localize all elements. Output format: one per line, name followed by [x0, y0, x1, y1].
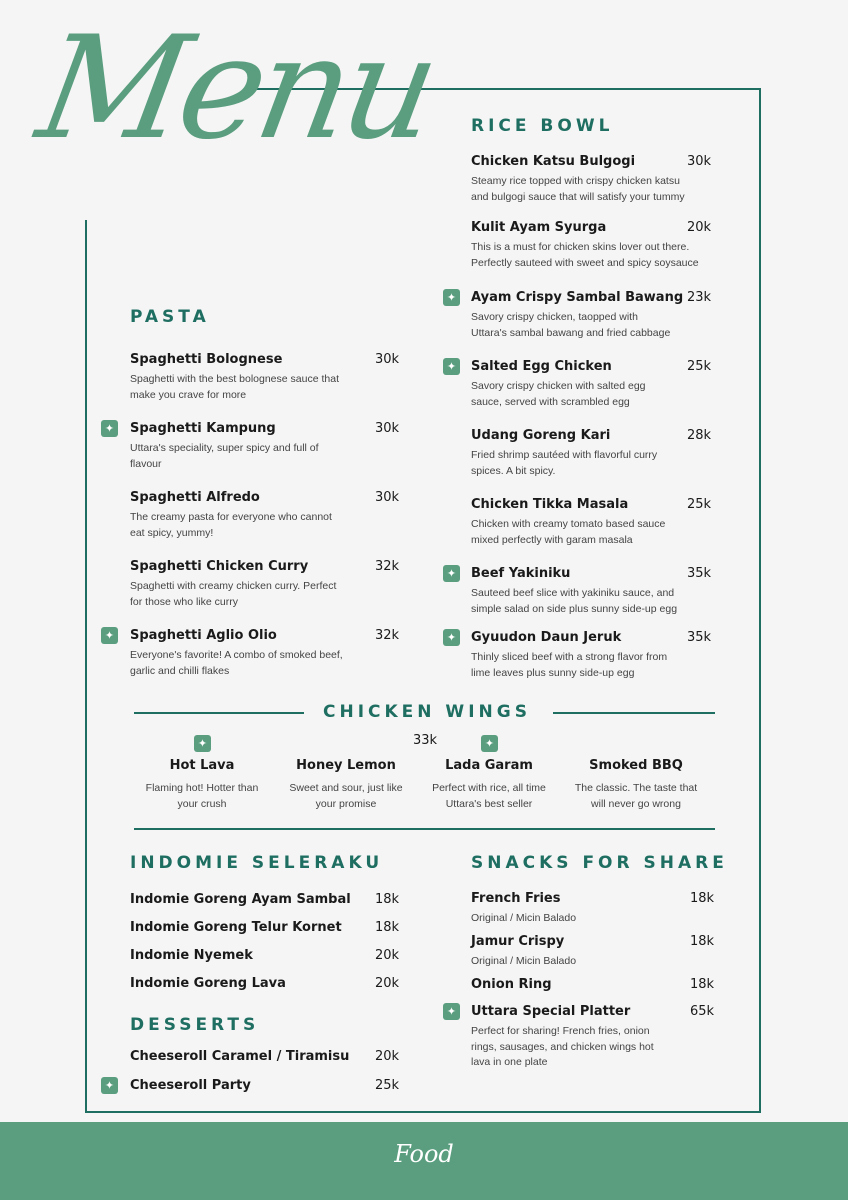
rice-bowl-item-name: Udang Goreng Kari [471, 428, 611, 443]
chicken-wings-item-desc: your crush [177, 797, 227, 810]
rice-bowl-item-name: Kulit Ayam Syurga [471, 220, 607, 235]
rice-bowl-item-desc: lime leaves plus sunny side-up egg [471, 666, 635, 679]
rice-bowl-item-desc: sauce, served with scrambled egg [471, 395, 630, 408]
snack-item-name: French Fries [471, 891, 561, 906]
chicken-wings-item-desc: Flaming hot! Hotter than [145, 782, 259, 794]
dessert-item [130, 1049, 370, 1065]
pasta-item-desc: Uttara's speciality, super spicy and full of [130, 442, 319, 454]
pasta-item-price: 32k [375, 559, 400, 574]
snack-item-name: Onion Ring [471, 977, 552, 992]
snack-item [471, 891, 686, 927]
pasta-item-desc: The creamy pasta for everyone who cannot [130, 511, 332, 523]
rice-bowl-item-desc: This is a must for chicken skins lover out there. [471, 241, 690, 253]
footer-bar [0, 1122, 848, 1200]
featured-star-icon: ✦ [194, 735, 211, 752]
pasta-item-price: 30k [375, 352, 400, 367]
chicken-wings-item-name: Smoked BBQ [589, 758, 683, 773]
pasta-item-name: Spaghetti Chicken Curry [130, 559, 309, 574]
pasta-item [130, 628, 370, 679]
pasta-item-name: Spaghetti Alfredo [130, 490, 260, 505]
menu-title: Menu [27, 6, 445, 171]
rice-bowl-item [471, 359, 711, 410]
chicken-wings-price: 33k [413, 733, 438, 748]
desserts-heading: DESSERTS [130, 1015, 260, 1035]
pasta-item-price: 30k [375, 490, 400, 505]
rice-bowl-item-desc: Perfectly sauteed with sweet and spicy soysauce [471, 256, 699, 269]
featured-star-icon: ✦ [481, 735, 498, 752]
rice-bowl-item-desc: Steamy rice topped with crispy chicken katsu [471, 175, 680, 187]
rice-bowl-item-name: Ayam Crispy Sambal Bawang [471, 290, 684, 305]
pasta-item-desc: for those who like curry [130, 595, 238, 608]
rice-bowl-item-name: Gyuudon Daun Jeruk [471, 630, 622, 645]
rice-bowl-item-desc: simple salad on side plus sunny side-up egg [471, 602, 678, 615]
pasta-item-desc: Spaghetti with creamy chicken curry. Perfect [130, 580, 337, 592]
pasta-item-desc: make you crave for more [130, 388, 247, 401]
pasta-item [130, 490, 370, 541]
snack-item-desc: Perfect for sharing! French fries, onion [471, 1025, 650, 1037]
dessert-item [130, 1078, 370, 1094]
pasta-item-desc: garlic and chilli flakes [130, 664, 230, 677]
snacks-heading: SNACKS FOR SHARE [471, 853, 728, 873]
indomie-item-name: Indomie Goreng Telur Kornet [130, 920, 342, 935]
dessert-item-name: Cheeseroll Party [130, 1078, 251, 1093]
dessert-item-price: 25k [375, 1078, 400, 1093]
rice-bowl-item [471, 290, 711, 341]
snack-item-price: 65k [690, 1004, 715, 1019]
rice-bowl-item-price: 35k [687, 630, 712, 645]
indomie-item [130, 948, 370, 964]
rice-bowl-item-desc: Savory crispy chicken with salted egg [471, 380, 646, 392]
rice-bowl-item [471, 154, 711, 205]
featured-star-icon: ✦ [443, 358, 460, 375]
featured-star-icon: ✦ [101, 627, 118, 644]
indomie-item-price: 18k [375, 920, 400, 935]
indomie-item-price: 20k [375, 948, 400, 963]
chicken-wings-item-desc: Perfect with rice, all time [432, 782, 546, 794]
rice-bowl-item-desc: mixed perfectly with garam masala [471, 533, 633, 546]
pasta-item-desc: flavour [130, 457, 162, 470]
indomie-item [130, 920, 370, 936]
pasta-item [130, 559, 370, 610]
rice-bowl-item-desc: Thinly sliced beef with a strong flavor from [471, 651, 668, 663]
pasta-item-name: Spaghetti Aglio Olio [130, 628, 277, 643]
pasta-item-price: 30k [375, 421, 400, 436]
chicken-wings-item-desc: Sweet and sour, just like [289, 782, 403, 794]
pasta-item-name: Spaghetti Kampung [130, 421, 276, 436]
rice-bowl-item-price: 30k [687, 154, 712, 169]
rice-bowl-item-price: 23k [687, 290, 712, 305]
chicken-wings-item-desc: Uttara's best seller [445, 797, 533, 810]
rice-bowl-item-name: Chicken Katsu Bulgogi [471, 154, 636, 169]
indomie-item-price: 18k [375, 892, 400, 907]
pasta-item-desc: eat spicy, yummy! [130, 526, 214, 539]
snack-item [471, 977, 686, 993]
featured-star-icon: ✦ [443, 565, 460, 582]
snack-item-desc: lava in one plate [471, 1056, 548, 1068]
chicken-wings-item-desc: will never go wrong [591, 797, 681, 810]
footer-label: Food [394, 1140, 454, 1168]
rice-bowl-item-desc: Uttara's sambal bawang and fried cabbage [471, 326, 671, 339]
wings-divider-right [553, 712, 715, 714]
pasta-item-desc: Everyone's favorite! A combo of smoked beef, [130, 649, 343, 661]
rice-bowl-item-price: 25k [687, 497, 712, 512]
pasta-item-desc: Spaghetti with the best bolognese sauce that [130, 373, 339, 385]
featured-star-icon: ✦ [443, 1003, 460, 1020]
chicken-wings-item [276, 758, 416, 812]
indomie-item [130, 976, 370, 992]
wings-divider-bottom [134, 828, 715, 830]
chicken-wings-heading: CHICKEN WINGS [323, 702, 531, 722]
rice-bowl-item [471, 630, 711, 681]
rice-bowl-item-name: Beef Yakiniku [471, 566, 571, 581]
snack-item-name: Jamur Crispy [471, 934, 565, 949]
rice-bowl-item [471, 220, 711, 271]
pasta-item [130, 352, 370, 403]
featured-star-icon: ✦ [101, 1077, 118, 1094]
indomie-item-name: Indomie Goreng Lava [130, 976, 286, 991]
rice-bowl-item-desc: Chicken with creamy tomato based sauce [471, 518, 666, 530]
rice-bowl-item-desc: Savory crispy chicken, taopped with [471, 311, 638, 323]
rice-bowl-item [471, 428, 711, 479]
indomie-item [130, 892, 370, 908]
chicken-wings-item-desc: your promise [315, 797, 377, 810]
indomie-item-price: 20k [375, 976, 400, 991]
chicken-wings-item-name: Hot Lava [169, 758, 235, 773]
pasta-item [130, 421, 370, 472]
rice-bowl-item-desc: Fried shrimp sautéed with flavorful curry [471, 449, 658, 461]
pasta-heading: PASTA [130, 307, 210, 327]
rice-bowl-item-name: Salted Egg Chicken [471, 359, 612, 374]
snack-item-desc: rings, sausages, and chicken wings hot [471, 1040, 654, 1053]
rice-bowl-item-desc: Sauteed beef slice with yakiniku sauce, and [471, 587, 675, 599]
rice-bowl-item [471, 497, 711, 548]
chicken-wings-item [566, 758, 706, 812]
rice-bowl-item-price: 25k [687, 359, 712, 374]
dessert-item-price: 20k [375, 1049, 400, 1064]
rice-bowl-item [471, 566, 711, 617]
snack-item-name: Uttara Special Platter [471, 1004, 631, 1019]
snack-item [471, 1004, 686, 1071]
rice-bowl-item-price: 35k [687, 566, 712, 581]
snack-item [471, 934, 686, 970]
snack-item-price: 18k [690, 934, 715, 949]
rice-bowl-item-price: 20k [687, 220, 712, 235]
featured-star-icon: ✦ [443, 629, 460, 646]
snack-item-desc: Original / Micin Balado [471, 912, 577, 924]
snack-item-desc: Original / Micin Balado [471, 955, 577, 967]
rice-bowl-item-desc: and bulgogi sauce that will satisfy your tummy [471, 190, 685, 203]
rice-bowl-item-name: Chicken Tikka Masala [471, 497, 629, 512]
chicken-wings-item-desc: The classic. The taste that [574, 782, 698, 794]
chicken-wings-item-name: Honey Lemon [296, 758, 396, 773]
dessert-item-name: Cheeseroll Caramel / Tiramisu [130, 1049, 350, 1064]
indomie-item-name: Indomie Goreng Ayam Sambal [130, 892, 351, 907]
pasta-item-name: Spaghetti Bolognese [130, 352, 283, 367]
rice-bowl-heading: RICE BOWL [471, 116, 614, 136]
featured-star-icon: ✦ [443, 289, 460, 306]
pasta-item-price: 32k [375, 628, 400, 643]
wings-divider-left [134, 712, 304, 714]
rice-bowl-item-price: 28k [687, 428, 712, 443]
snack-item-price: 18k [690, 891, 715, 906]
indomie-item-name: Indomie Nyemek [130, 948, 253, 963]
indomie-heading: INDOMIE SELERAKU [130, 853, 384, 873]
chicken-wings-item [419, 758, 559, 812]
rice-bowl-item-desc: spices. A bit spicy. [471, 464, 556, 477]
chicken-wings-item-name: Lada Garam [445, 758, 533, 773]
featured-star-icon: ✦ [101, 420, 118, 437]
chicken-wings-item [132, 758, 272, 812]
snack-item-price: 18k [690, 977, 715, 992]
